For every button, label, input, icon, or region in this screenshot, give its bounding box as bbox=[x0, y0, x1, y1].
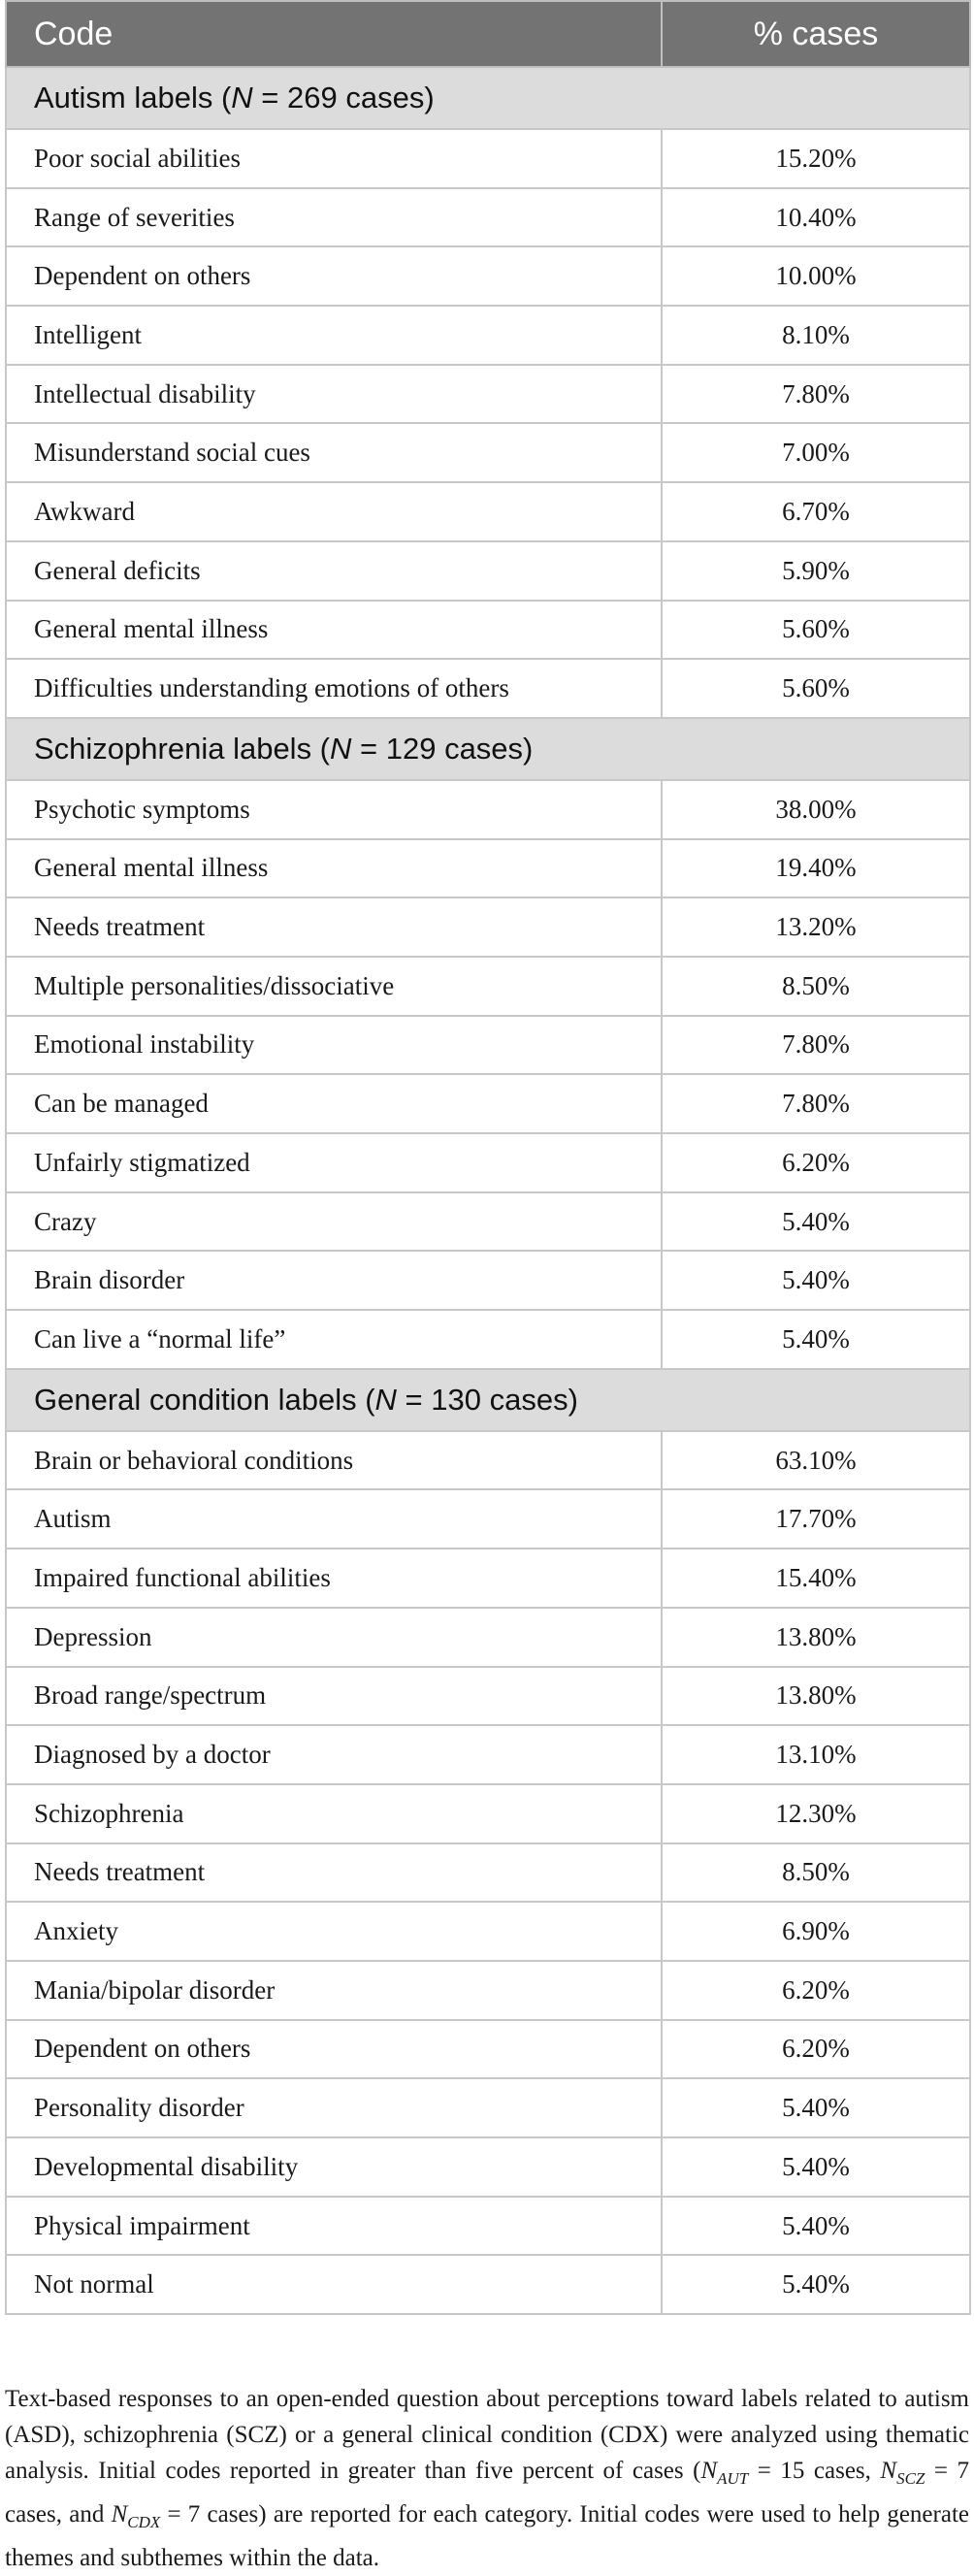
group-title-prefix: Schizophrenia labels ( bbox=[34, 731, 331, 766]
pct-cell: 6.90% bbox=[662, 1902, 970, 1961]
n-scz-rest: = 7 cases, and bbox=[5, 2458, 969, 2527]
n-cdx-letter: N bbox=[111, 2501, 128, 2527]
pct-cell: 7.80% bbox=[662, 1074, 970, 1133]
table-row bbox=[6, 2020, 970, 2079]
table-row bbox=[6, 1133, 970, 1192]
code-cell: Depression bbox=[6, 1608, 662, 1667]
code-cell: Dependent on others bbox=[6, 246, 662, 306]
table-row bbox=[6, 780, 970, 839]
group-title-suffix: = 130 cases) bbox=[396, 1382, 578, 1417]
table-row bbox=[6, 365, 970, 424]
group-n-letter: N bbox=[374, 1382, 397, 1417]
group-header-row bbox=[6, 67, 970, 129]
pct-cell: 7.80% bbox=[662, 365, 970, 424]
pct-cell: 17.70% bbox=[662, 1489, 970, 1549]
code-cell: Dependent on others bbox=[6, 2020, 662, 2079]
pct-cell: 6.20% bbox=[662, 2020, 970, 2079]
n-aut-letter: N bbox=[700, 2458, 718, 2484]
pct-cell: 5.40% bbox=[662, 1192, 970, 1252]
table-row bbox=[6, 246, 970, 306]
code-cell: Can live a “normal life” bbox=[6, 1310, 662, 1369]
code-cell: General mental illness bbox=[6, 839, 662, 898]
pct-cell: 10.40% bbox=[662, 188, 970, 247]
n-aut-subscript: AUT bbox=[717, 2469, 749, 2488]
table-footnote bbox=[5, 2381, 969, 2576]
code-cell: Schizophrenia bbox=[6, 1784, 662, 1843]
table-row bbox=[6, 1016, 970, 1075]
table-row bbox=[6, 1902, 970, 1961]
code-cell: General deficits bbox=[6, 541, 662, 601]
code-cell: Awkward bbox=[6, 482, 662, 541]
n-cdx-rest: = 7 cases) are reported for each category. Initial codes were used to help generate themes and subthemes within the data. bbox=[5, 2501, 969, 2571]
table-row bbox=[6, 1489, 970, 1549]
pct-cell: 5.40% bbox=[662, 2197, 970, 2256]
pct-cell: 13.10% bbox=[662, 1725, 970, 1784]
code-cell: Intellectual disability bbox=[6, 365, 662, 424]
code-cell: Brain or behavioral conditions bbox=[6, 1431, 662, 1490]
table-row bbox=[6, 1549, 970, 1608]
n-scz-letter: N bbox=[880, 2458, 897, 2484]
pct-cell: 5.40% bbox=[662, 2255, 970, 2314]
group-title-suffix: = 129 cases) bbox=[351, 731, 534, 766]
pct-cell: 5.90% bbox=[662, 541, 970, 601]
group-title-suffix: = 269 cases) bbox=[252, 81, 435, 114]
table-row bbox=[6, 2078, 970, 2137]
group-header bbox=[6, 67, 970, 129]
pct-cell: 8.50% bbox=[662, 1843, 970, 1903]
table-row bbox=[6, 957, 970, 1016]
n-scz-subscript: SCZ bbox=[896, 2469, 925, 2488]
table-row bbox=[6, 1608, 970, 1667]
n-cdx-subscript: CDX bbox=[127, 2513, 161, 2531]
code-cell: Developmental disability bbox=[6, 2137, 662, 2197]
table-row bbox=[6, 423, 970, 482]
group-n-letter: N bbox=[330, 731, 352, 766]
table-row bbox=[6, 2137, 970, 2197]
code-cell: Personality disorder bbox=[6, 2078, 662, 2137]
group-header-row bbox=[6, 718, 970, 780]
table-row bbox=[6, 1192, 970, 1252]
code-cell: Psychotic symptoms bbox=[6, 780, 662, 839]
footnote-text: Text-based responses to an open-ended question about perceptions toward labels related to autism (ASD), schizophrenia (SCZ) or a general clinical condition (CDX) were analyzed using thematic analysis. Initial codes reported in greater than five percent of cases ( bbox=[5, 2386, 969, 2484]
code-cell: Intelligent bbox=[6, 306, 662, 365]
table-row bbox=[6, 129, 970, 188]
code-cell: Unfairly stigmatized bbox=[6, 1133, 662, 1192]
code-cell: Mania/bipolar disorder bbox=[6, 1961, 662, 2020]
code-cell: Difficulties understanding emotions of others bbox=[6, 659, 662, 718]
pct-cell: 38.00% bbox=[662, 780, 970, 839]
table-header-row bbox=[6, 1, 970, 67]
code-cell: Multiple personalities/dissociative bbox=[6, 957, 662, 1016]
table-row bbox=[6, 306, 970, 365]
code-cell: Brain disorder bbox=[6, 1251, 662, 1310]
pct-cell: 7.00% bbox=[662, 423, 970, 482]
table-row bbox=[6, 1961, 970, 2020]
group-title-prefix: Autism labels ( bbox=[34, 81, 232, 114]
table-row bbox=[6, 839, 970, 898]
code-cell: Physical impairment bbox=[6, 2197, 662, 2256]
table-row bbox=[6, 1251, 970, 1310]
table-row bbox=[6, 1725, 970, 1784]
pct-cell: 15.20% bbox=[662, 129, 970, 188]
table-row bbox=[6, 2197, 970, 2256]
code-cell: Crazy bbox=[6, 1192, 662, 1252]
pct-cell: 19.40% bbox=[662, 839, 970, 898]
code-cell: Autism bbox=[6, 1489, 662, 1549]
table-row bbox=[6, 601, 970, 660]
table-row bbox=[6, 541, 970, 601]
table-row bbox=[6, 1843, 970, 1903]
pct-cell: 13.80% bbox=[662, 1608, 970, 1667]
group-header bbox=[6, 718, 970, 780]
pct-cell: 13.20% bbox=[662, 897, 970, 957]
pct-cell: 5.60% bbox=[662, 659, 970, 718]
code-cell: Range of severities bbox=[6, 188, 662, 247]
results-table-container bbox=[5, 0, 969, 2315]
group-n-letter: N bbox=[231, 81, 253, 114]
column-header-code: Code bbox=[6, 1, 662, 67]
code-cell: Emotional instability bbox=[6, 1016, 662, 1075]
pct-cell: 10.00% bbox=[662, 246, 970, 306]
code-cell: Needs treatment bbox=[6, 897, 662, 957]
pct-cell: 8.10% bbox=[662, 306, 970, 365]
pct-cell: 5.60% bbox=[662, 601, 970, 660]
results-table bbox=[5, 0, 971, 2315]
table-row bbox=[6, 1310, 970, 1369]
table-row bbox=[6, 1074, 970, 1133]
pct-cell: 7.80% bbox=[662, 1016, 970, 1075]
table-row bbox=[6, 1784, 970, 1843]
table-row bbox=[6, 2255, 970, 2314]
pct-cell: 5.40% bbox=[662, 2078, 970, 2137]
code-cell: Not normal bbox=[6, 2255, 662, 2314]
pct-cell: 15.40% bbox=[662, 1549, 970, 1608]
code-cell: Poor social abilities bbox=[6, 129, 662, 188]
group-header bbox=[6, 1369, 970, 1431]
table-row bbox=[6, 897, 970, 957]
pct-cell: 13.80% bbox=[662, 1667, 970, 1726]
code-cell: Misunderstand social cues bbox=[6, 423, 662, 482]
code-cell: Broad range/spectrum bbox=[6, 1667, 662, 1726]
code-cell: Diagnosed by a doctor bbox=[6, 1725, 662, 1784]
group-header-row bbox=[6, 1369, 970, 1431]
pct-cell: 6.70% bbox=[662, 482, 970, 541]
table-body bbox=[6, 67, 970, 2314]
code-cell: Anxiety bbox=[6, 1902, 662, 1961]
pct-cell: 8.50% bbox=[662, 957, 970, 1016]
pct-cell: 5.40% bbox=[662, 1310, 970, 1369]
table-row bbox=[6, 188, 970, 247]
pct-cell: 5.40% bbox=[662, 2137, 970, 2197]
pct-cell: 6.20% bbox=[662, 1961, 970, 2020]
n-aut-rest: = 15 cases, bbox=[748, 2458, 881, 2484]
table-row bbox=[6, 1667, 970, 1726]
table-row bbox=[6, 1431, 970, 1490]
pct-cell: 5.40% bbox=[662, 1251, 970, 1310]
code-cell: General mental illness bbox=[6, 601, 662, 660]
pct-cell: 6.20% bbox=[662, 1133, 970, 1192]
table-row bbox=[6, 482, 970, 541]
pct-cell: 63.10% bbox=[662, 1431, 970, 1490]
table-row bbox=[6, 659, 970, 718]
code-cell: Needs treatment bbox=[6, 1843, 662, 1903]
group-title-prefix: General condition labels ( bbox=[34, 1382, 375, 1417]
pct-cell: 12.30% bbox=[662, 1784, 970, 1843]
column-header-pct: % cases bbox=[662, 1, 970, 67]
code-cell: Impaired functional abilities bbox=[6, 1549, 662, 1608]
code-cell: Can be managed bbox=[6, 1074, 662, 1133]
